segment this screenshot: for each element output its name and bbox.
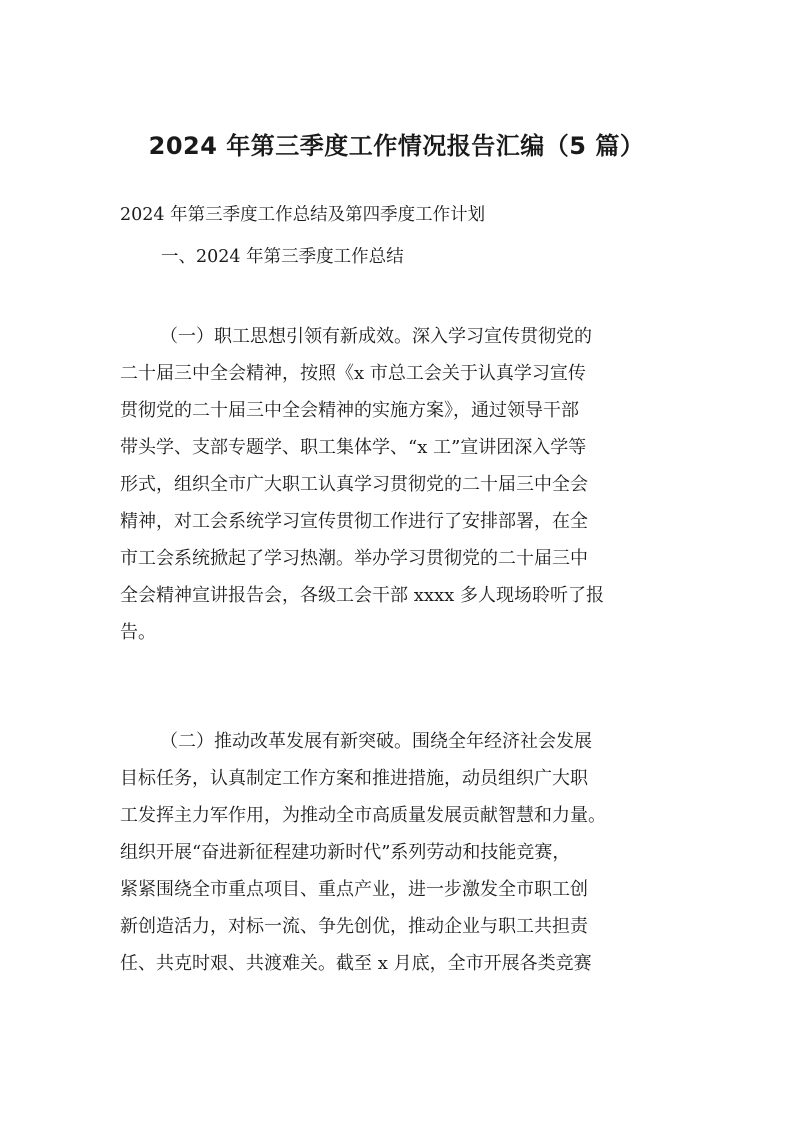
paragraph-line: 组织开展“奋进新征程建功新时代”系列劳动和技能竞赛， — [120, 842, 571, 863]
paragraph-line: 工发挥主力军作用，为推动全市高质量发展贡献智慧和力量。 — [120, 805, 606, 826]
paragraph-line: 带头学、支部专题学、职工集体学、“x 工”宣讲团深入学等 — [120, 437, 587, 458]
paragraph-line: 全会精神宣讲报告会，各级工会干部 xxxx 多人现场聆听了报 — [120, 585, 605, 606]
section-heading: 一、2024 年第三季度工作总结 — [161, 247, 404, 267]
paragraph-line: 贯彻党的二十届三中全会精神的实施方案》，通过领导干部 — [120, 400, 579, 421]
paragraph-reform-development — [120, 723, 690, 982]
paragraph-line: 新创造活力，对标一流、争先创优，推动企业与职工共担责 — [120, 916, 588, 937]
paragraph-line: （二）推动改革发展有新突破。围绕全年经济社会发展 — [160, 731, 592, 752]
document-title: 2024 年第三季度工作情况报告汇编（5 篇） — [148, 132, 645, 160]
paragraph-line: 任、共克时艰、共渡难关。截至 x 月底，全市开展各类竞赛 — [120, 953, 592, 974]
paragraph-ideological-guidance — [120, 318, 690, 651]
paragraph-line: 紧紧围绕全市重点项目、重点产业，进一步激发全市职工创 — [120, 879, 588, 900]
document-subtitle: 2024 年第三季度工作总结及第四季度工作计划 — [120, 205, 486, 225]
paragraph-line: 精神，对工会系统学习宣传贯彻工作进行了安排部署，在全 — [120, 511, 588, 532]
paragraph-line: （一）职工思想引领有新成效。深入学习宣传贯彻党的 — [160, 326, 592, 347]
paragraph-line: 形式，组织全市广大职工认真学习贯彻党的二十届三中全会 — [120, 474, 588, 495]
paragraph-line: 目标任务，认真制定工作方案和推进措施，动员组织广大职 — [120, 768, 588, 789]
paragraph-line: 二十届三中全会精神，按照《x 市总工会关于认真学习宣传 — [120, 363, 586, 384]
paragraph-line: 市工会系统掀起了学习热潮。举办学习贯彻党的二十届三中 — [120, 548, 588, 569]
paragraph-line: 告。 — [120, 622, 156, 643]
